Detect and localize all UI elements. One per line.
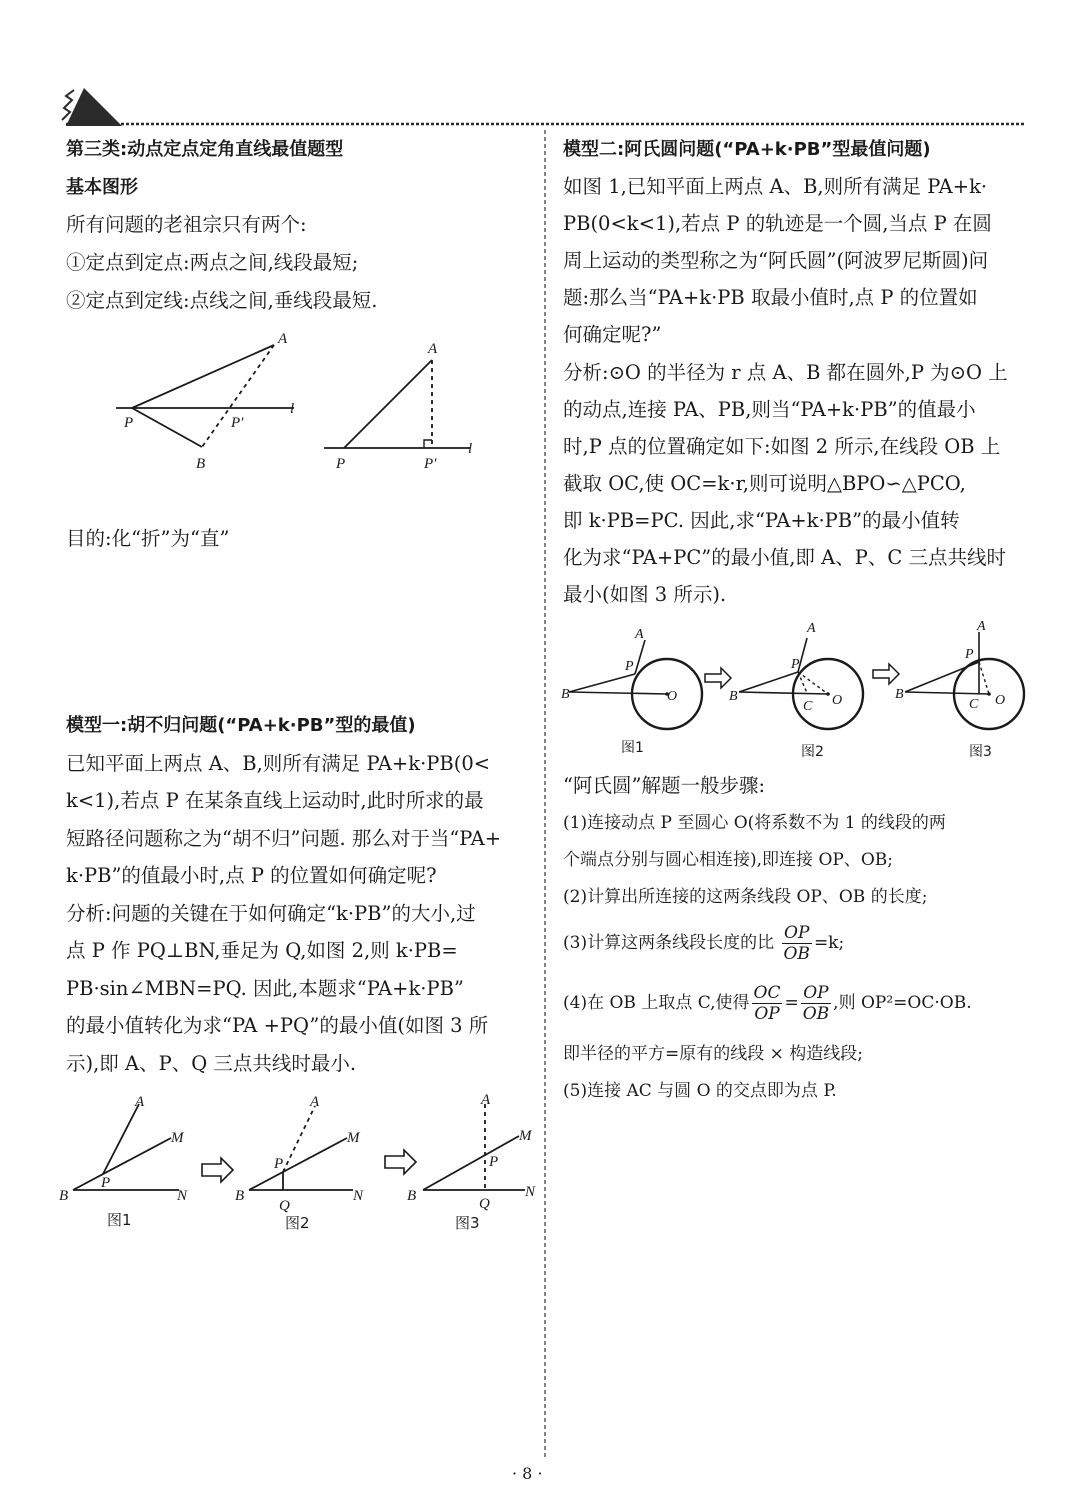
model-1-line: 的最小值转化为求“PA +PQ”的最小值(如图 3 所 bbox=[66, 1014, 489, 1037]
label-P: P bbox=[101, 1175, 111, 1191]
label-N: N bbox=[177, 1188, 188, 1204]
fraction-oc-op: $\frac{OC}{OP}$ bbox=[753, 983, 781, 1024]
label-A: A bbox=[635, 627, 644, 642]
label-A: A bbox=[310, 1094, 320, 1110]
step-4-note: 即半径的平方=原有的线段 × 构造线段; bbox=[563, 1044, 864, 1064]
label-Q: Q bbox=[279, 1198, 290, 1214]
caption-fig3: 图3 bbox=[455, 1214, 480, 1232]
label-P: P bbox=[965, 647, 974, 662]
label-B: B bbox=[196, 456, 206, 472]
step-1-cont: 个端点分别与圆心相连接),即连接 OP、OB; bbox=[563, 850, 893, 870]
paragraph: 所有问题的老祖宗只有两个: bbox=[66, 213, 307, 236]
label-B: B bbox=[59, 1188, 69, 1204]
arrow-icon bbox=[202, 1158, 233, 1182]
model-1-line: k<1),若点 P 在某条直线上运动时,此时所求的最 bbox=[66, 789, 484, 812]
label-P: P bbox=[625, 659, 634, 674]
caption-fig3: 图3 bbox=[969, 744, 992, 760]
label-P: P bbox=[124, 415, 134, 431]
label-P: P bbox=[791, 657, 800, 672]
model-1-line: 示),即 A、P、Q 三点共线时最小. bbox=[66, 1052, 357, 1075]
label-P: P bbox=[274, 1156, 284, 1172]
step-5: (5)连接 AC 与圆 O 的交点即为点 P. bbox=[563, 1081, 837, 1101]
arrow-icon bbox=[705, 668, 731, 688]
step-2: (2)计算出所连接的这两条线段 OP、OB 的长度; bbox=[563, 887, 928, 907]
arrow-icon bbox=[385, 1150, 416, 1174]
model-2-line: 化为求“PA+PC”的最小值,即 A、P、C 三点共线时 bbox=[563, 546, 1006, 569]
model-2-figures bbox=[555, 618, 1035, 763]
model-2-line: 周上运动的类型称之为“阿氏圆”(阿波罗尼斯圆)问 bbox=[563, 249, 989, 272]
model-1-figure-3 bbox=[407, 1092, 536, 1232]
model-1-title: 模型一:胡不归问题(“PA+k·PB”型的最值) bbox=[66, 715, 416, 736]
model-2-line: PB(0<k<1),若点 P 的轨迹是一个圆,当点 P 在圆 bbox=[563, 212, 992, 235]
subtitle-basic-figures: 基本图形 bbox=[66, 177, 138, 198]
header-ornament bbox=[0, 0, 1080, 140]
caption-fig1: 图1 bbox=[621, 740, 644, 756]
model-2-figure-2 bbox=[729, 621, 863, 760]
label-O: O bbox=[832, 693, 843, 708]
label-l: l bbox=[290, 401, 295, 417]
label-A: A bbox=[278, 331, 288, 347]
fraction-op-ob: $\frac{OP}{OB}$ bbox=[783, 923, 810, 964]
label-M: M bbox=[519, 1128, 532, 1144]
label-P: P bbox=[336, 456, 346, 472]
purpose-text: 目的:化“折”为“直” bbox=[66, 527, 230, 550]
step-4-text: (4)在 OB 上取点 C,使得 bbox=[563, 993, 750, 1013]
label-A: A bbox=[807, 621, 816, 636]
label-l: l bbox=[468, 441, 473, 457]
label-A: A bbox=[428, 341, 438, 357]
label-M: M bbox=[171, 1130, 184, 1146]
label-P: P bbox=[489, 1154, 499, 1170]
label-B: B bbox=[729, 689, 738, 704]
step-1: (1)连接动点 P 至圆心 O(将系数不为 1 的线段的两 bbox=[563, 813, 946, 833]
model-2-line: 最小(如图 3 所示). bbox=[563, 583, 727, 606]
caption-fig1: 图1 bbox=[107, 1211, 132, 1229]
step-3-text: (3)计算这两条线段长度的比 bbox=[563, 933, 775, 953]
steps-title: “阿氏圆”解题一般步骤: bbox=[563, 774, 766, 797]
label-N: N bbox=[525, 1184, 536, 1200]
basic-figure-1 bbox=[110, 325, 310, 480]
label-B: B bbox=[407, 1188, 417, 1204]
label-A: A bbox=[135, 1094, 145, 1110]
label-P-prime: P′ bbox=[424, 456, 437, 472]
model-1-figures bbox=[55, 1090, 540, 1235]
step-4-conclusion: ,则 OP²=OC·OB. bbox=[833, 993, 972, 1013]
model-2-line: 即 k·PB=PC. 因此,求“PA+k·PB”的最小值转 bbox=[563, 509, 960, 532]
section-title: 第三类:动点定点定角直线最值题型 bbox=[66, 139, 344, 160]
label-O: O bbox=[667, 689, 678, 704]
model-2-line: 的动点,连接 PA、PB,则当“PA+k·PB”的值最小 bbox=[563, 398, 976, 421]
model-1-figure-2 bbox=[235, 1094, 364, 1232]
step-3-equals-k: =k; bbox=[813, 933, 845, 953]
page-number: · 8 · bbox=[512, 1464, 543, 1483]
label-C: C bbox=[969, 697, 979, 712]
model-2-line: 如图 1,已知平面上两点 A、B,则所有满足 PA+k· bbox=[563, 175, 988, 198]
label-B: B bbox=[235, 1188, 245, 1204]
label-M: M bbox=[347, 1130, 360, 1146]
column-divider bbox=[543, 130, 547, 1460]
label-N: N bbox=[353, 1188, 364, 1204]
label-B: B bbox=[895, 687, 904, 702]
model-1-line: 已知平面上两点 A、B,则所有满足 PA+k·PB(0< bbox=[66, 752, 491, 775]
paragraph: ①定点到定点:两点之间,线段最短; bbox=[66, 251, 359, 274]
model-2-line: 分析:⊙O 的半径为 r 点 A、B 都在圆外,P 为⊙O 上 bbox=[563, 361, 1008, 384]
fraction-op-ob: $\frac{OP}{OB}$ bbox=[802, 983, 830, 1024]
label-P-prime: P′ bbox=[231, 415, 244, 431]
step-3 bbox=[563, 920, 844, 966]
model-1-line: PB·sin∠MBN=PQ. 因此,本题求“PA+k·PB” bbox=[66, 977, 464, 1000]
label-A: A bbox=[481, 1092, 491, 1108]
label-A: A bbox=[977, 619, 986, 634]
model-1-figure-1 bbox=[59, 1094, 188, 1229]
model-1-line: k·PB”的值最小时,点 P 的位置如何确定呢? bbox=[66, 864, 437, 887]
paragraph: ②定点到定线:点线之间,垂线段最短. bbox=[66, 289, 378, 312]
label-B: B bbox=[561, 687, 570, 702]
label-C: C bbox=[803, 699, 813, 714]
basic-figure-2 bbox=[320, 335, 485, 475]
model-2-figure-3 bbox=[895, 619, 1024, 760]
step-4 bbox=[563, 980, 972, 1026]
model-1-line: 点 P 作 PQ⊥BN,垂足为 Q,如图 2,则 k·PB= bbox=[66, 939, 458, 962]
header-triangle bbox=[66, 88, 122, 126]
caption-fig2: 图2 bbox=[801, 744, 824, 760]
equals-sign: = bbox=[784, 993, 799, 1013]
model-2-line: 何确定呢?” bbox=[563, 323, 662, 346]
arrow-icon bbox=[873, 664, 899, 684]
model-2-line: 题:那么当“PA+k·PB 取最小值时,点 P 的位置如 bbox=[563, 286, 978, 309]
model-2-line: 截取 OC,使 OC=k·r,则可说明△BPO∽△PCO, bbox=[563, 472, 966, 495]
model-1-line: 分析:问题的关键在于如何确定“k·PB”的大小,过 bbox=[66, 902, 476, 925]
label-O: O bbox=[995, 693, 1006, 708]
model-2-line: 时,P 点的位置确定如下:如图 2 所示,在线段 OB 上 bbox=[563, 435, 1001, 458]
label-Q: Q bbox=[479, 1196, 490, 1212]
model-1-line: 短路径问题称之为“胡不归”问题. 那么对于当“PA+ bbox=[66, 827, 502, 850]
model-2-title: 模型二:阿氏圆问题(“PA+k·PB”型最值问题) bbox=[563, 139, 931, 160]
model-2-figure-1 bbox=[561, 627, 702, 756]
caption-fig2: 图2 bbox=[285, 1214, 310, 1232]
